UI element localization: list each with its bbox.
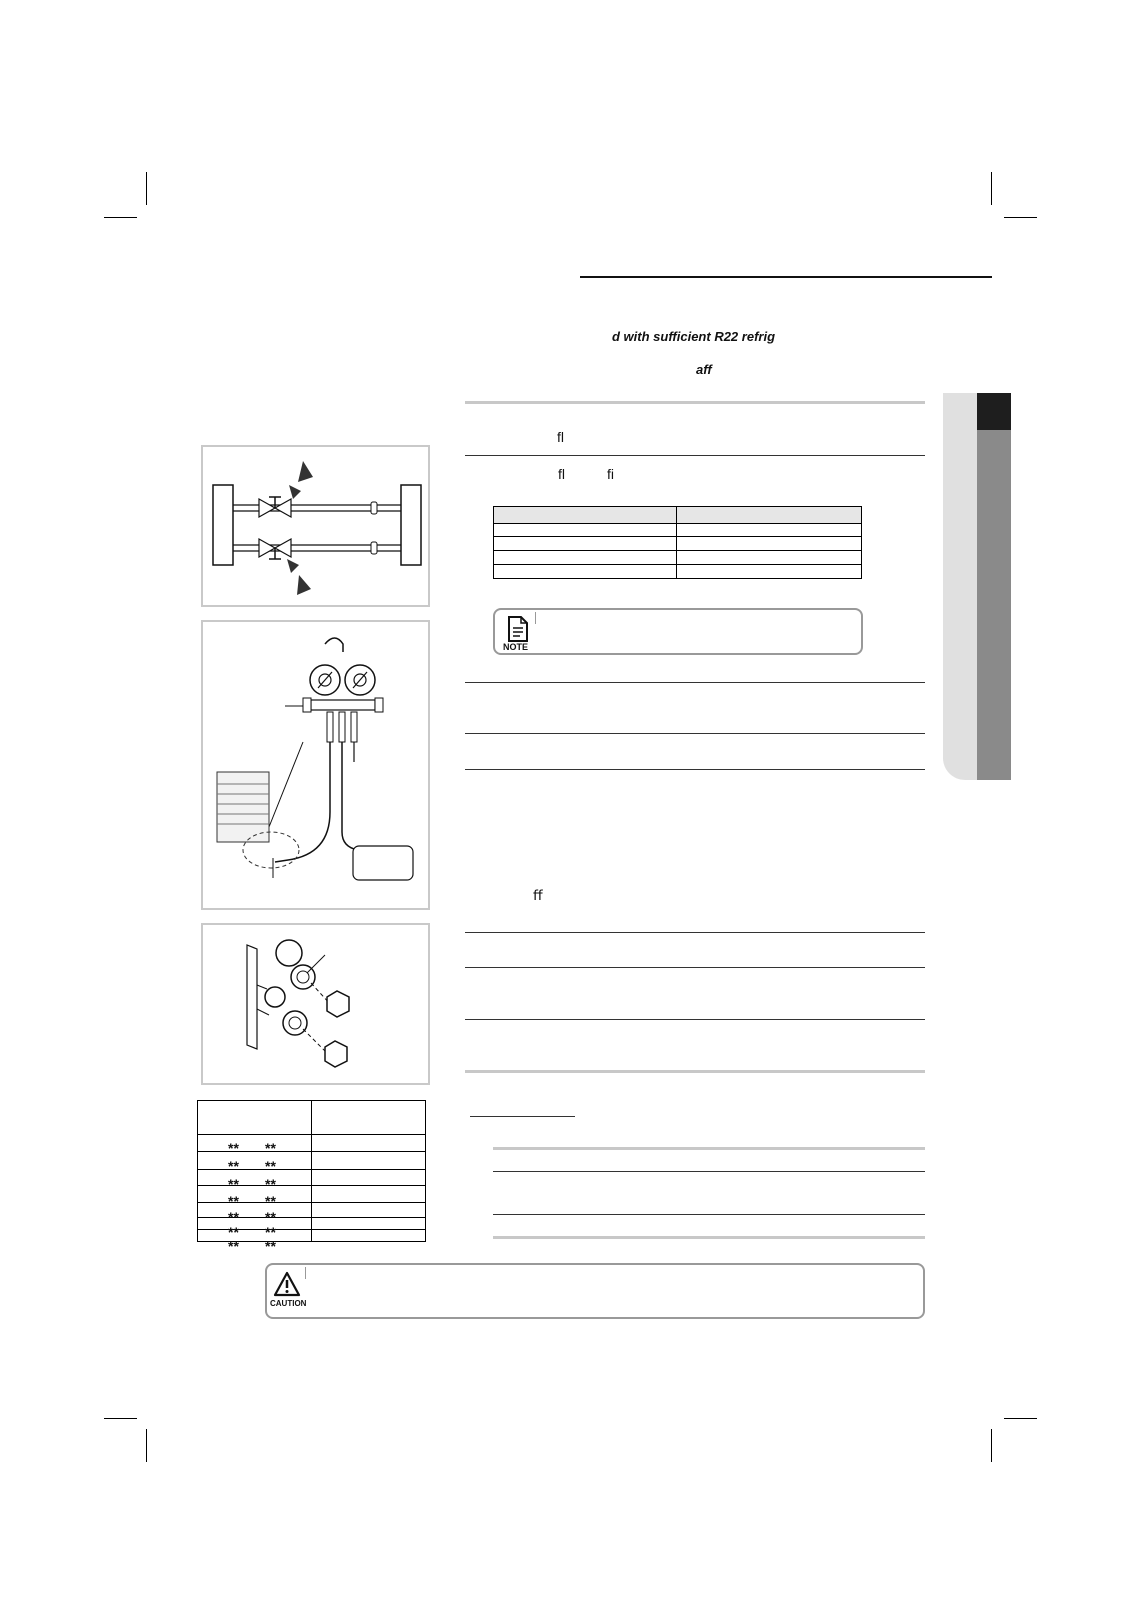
service-valve-diagram [203, 925, 428, 1083]
table-cell-marker: ** [265, 1224, 276, 1240]
table-cell-marker: ** [265, 1176, 276, 1192]
ligature-glyph: ﬂ [558, 466, 565, 482]
table-cell-marker: ** [265, 1193, 276, 1209]
section-rule [465, 1070, 925, 1073]
caution-box [265, 1263, 925, 1319]
crop-mark [1004, 217, 1037, 218]
subsection-rule [493, 1171, 925, 1172]
section-rule [465, 401, 925, 404]
side-tab-black [977, 393, 1011, 430]
side-tab-gray [977, 393, 1011, 780]
subsection-underline [470, 1116, 575, 1117]
table-cell-marker: ** [228, 1224, 239, 1240]
spec-table [493, 506, 862, 579]
warning-triangle-icon [273, 1271, 301, 1297]
crop-mark [104, 217, 137, 218]
crop-mark [104, 1418, 137, 1419]
crop-mark [991, 1429, 992, 1462]
crop-mark [1004, 1418, 1037, 1419]
gauge-manifold-panel [201, 620, 430, 910]
subsection-rule [493, 1214, 925, 1215]
crop-mark [146, 172, 147, 205]
ligature-glyph: ﬀ [533, 887, 543, 903]
section-rule [465, 733, 925, 734]
crop-mark [991, 172, 992, 205]
section-rule [465, 455, 925, 456]
table-cell-marker: ** [228, 1158, 239, 1174]
note-box [493, 608, 863, 655]
heading-fragment: d with sufficient R22 refrig [612, 329, 776, 344]
section-rule [465, 967, 925, 968]
table-cell-marker: ** [265, 1209, 276, 1225]
subsection-rule [493, 1147, 925, 1150]
table-header-row [198, 1101, 426, 1135]
valve-diagram [203, 447, 428, 605]
section-rule [465, 769, 925, 770]
header-rule [580, 276, 992, 278]
section-rule [465, 1019, 925, 1020]
caution-label: CAUTION [270, 1299, 307, 1308]
table-row [494, 565, 862, 579]
table-cell-marker: ** [228, 1209, 239, 1225]
note-label: NOTE [503, 642, 529, 652]
service-valve-panel [201, 923, 430, 1085]
section-rule [465, 932, 925, 933]
table-cell-marker: ** [265, 1158, 276, 1174]
gauge-manifold-diagram [203, 622, 428, 908]
note-divider [535, 612, 536, 624]
section-rule [465, 682, 925, 683]
table-cell-marker: ** [228, 1140, 239, 1156]
side-tab-light [943, 393, 977, 780]
table-cell-marker: ** [265, 1140, 276, 1156]
table-cell-marker: ** [228, 1176, 239, 1192]
table-row [494, 524, 862, 537]
table-row [494, 537, 862, 551]
ligature-glyph: ﬁ [607, 466, 614, 482]
table-cell-marker: ** [228, 1193, 239, 1209]
table-cell-marker: ** [265, 1238, 276, 1254]
table-cell-marker: ** [228, 1238, 239, 1254]
heading-fragment: aff [696, 362, 712, 377]
caution-divider [305, 1267, 306, 1279]
crop-mark [146, 1429, 147, 1462]
subsection-rule [493, 1236, 925, 1239]
valve-diagram-panel [201, 445, 430, 607]
table-header-row [494, 507, 862, 524]
table-row [494, 551, 862, 565]
ligature-glyph: ﬂ [557, 429, 564, 445]
note-document-icon [507, 616, 529, 642]
